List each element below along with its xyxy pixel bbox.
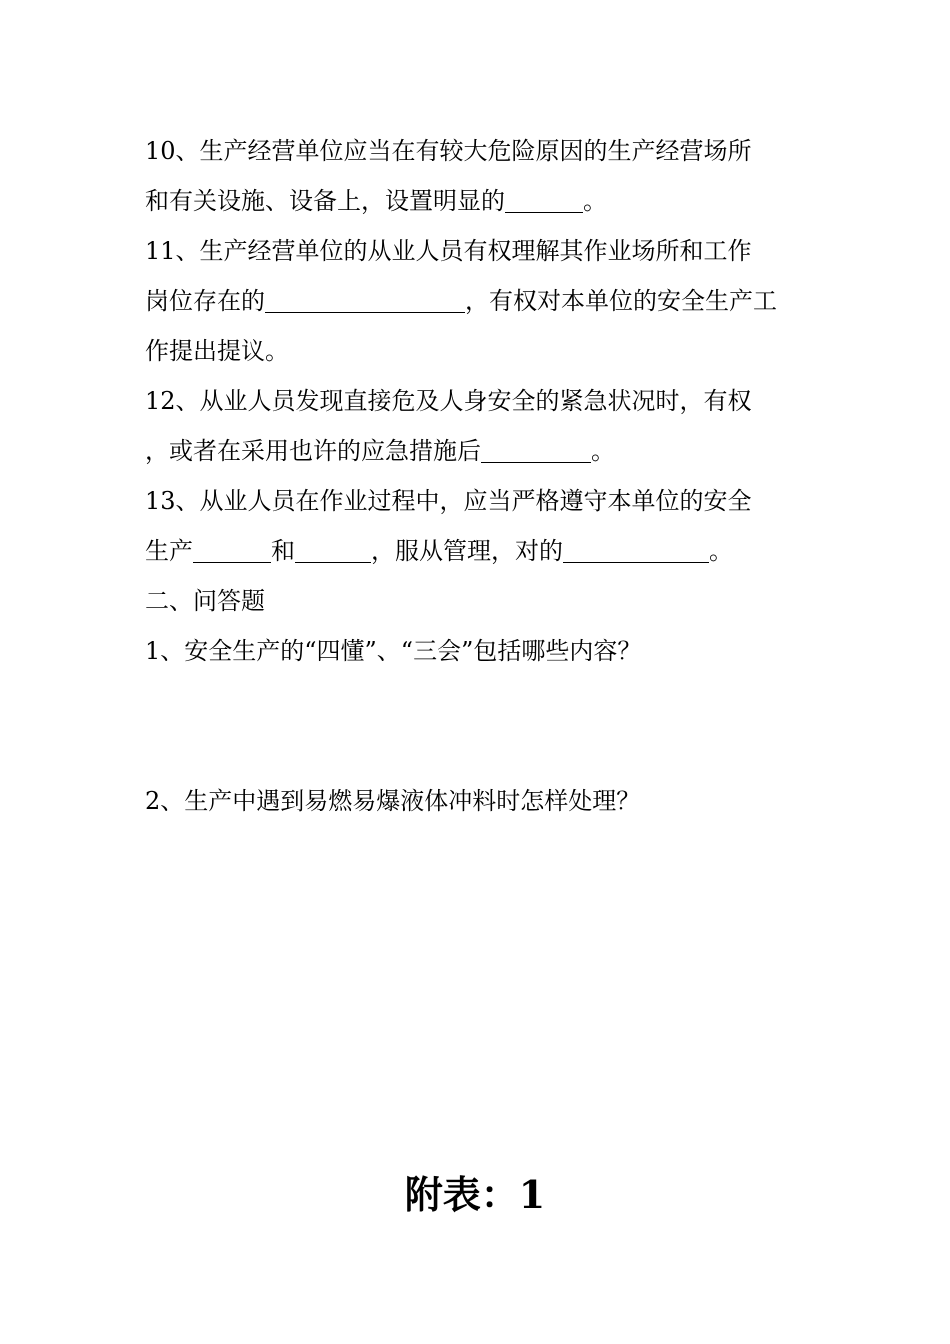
qa-answer-space-1 [145,676,807,726]
document-body [145,126,807,826]
q13-blank-1[interactable] [193,538,271,563]
q12-line2 [145,426,807,476]
q11-blank[interactable] [265,288,465,313]
appendix-title: 附表：1 [404,1172,546,1217]
qa-question-2: 2、生产中遇到易燃易爆液体冲料时怎样处理？ [145,787,641,815]
qa-question-1: 1、安全生产的“四懂”、“三会”包括哪些内容？ [145,637,642,665]
q13-text-d: 。 [709,537,733,565]
q10-line2 [145,176,807,226]
q10-text-post: 。 [583,187,607,215]
q12-line1: 12、从业人员发现直接危及人身安全的紧急状况时，有权 [145,387,752,415]
q12-text-pre: ，或者在采用也许的应急措施后 [145,437,481,465]
q10-text-pre: 和有关设施、设备上，设置明显的 [145,187,505,215]
section-title: 二、问答题 [145,587,265,615]
q12-blank[interactable] [481,438,591,463]
q13-line1: 13、从业人员在作业过程中，应当严格遵守本单位的安全 [145,487,752,515]
q13-blank-3[interactable] [563,538,709,563]
q11-line1: 11、生产经营单位的从业人员有权理解其作业场所和工作 [145,237,752,265]
q13-text-a: 生产 [145,537,193,565]
q13-text-c: ，服从管理，对的 [371,537,563,565]
q11-line2 [145,276,807,326]
q13-text-b: 和 [271,537,295,565]
q10-blank[interactable] [505,188,583,213]
q11-line3: 作提出提议。 [145,337,289,365]
q13-blank-2[interactable] [295,538,371,563]
q12-text-post: 。 [591,437,615,465]
q10-line1: 10、生产经营单位应当在有较大危险原因的生产经营场所 [145,137,752,165]
q13-line2 [145,526,807,576]
q11-text-pre: 岗位存在的 [145,287,265,315]
q11-text-post: ，有权对本单位的安全生产工 [465,287,777,315]
qa-answer-space-1b [145,726,807,776]
